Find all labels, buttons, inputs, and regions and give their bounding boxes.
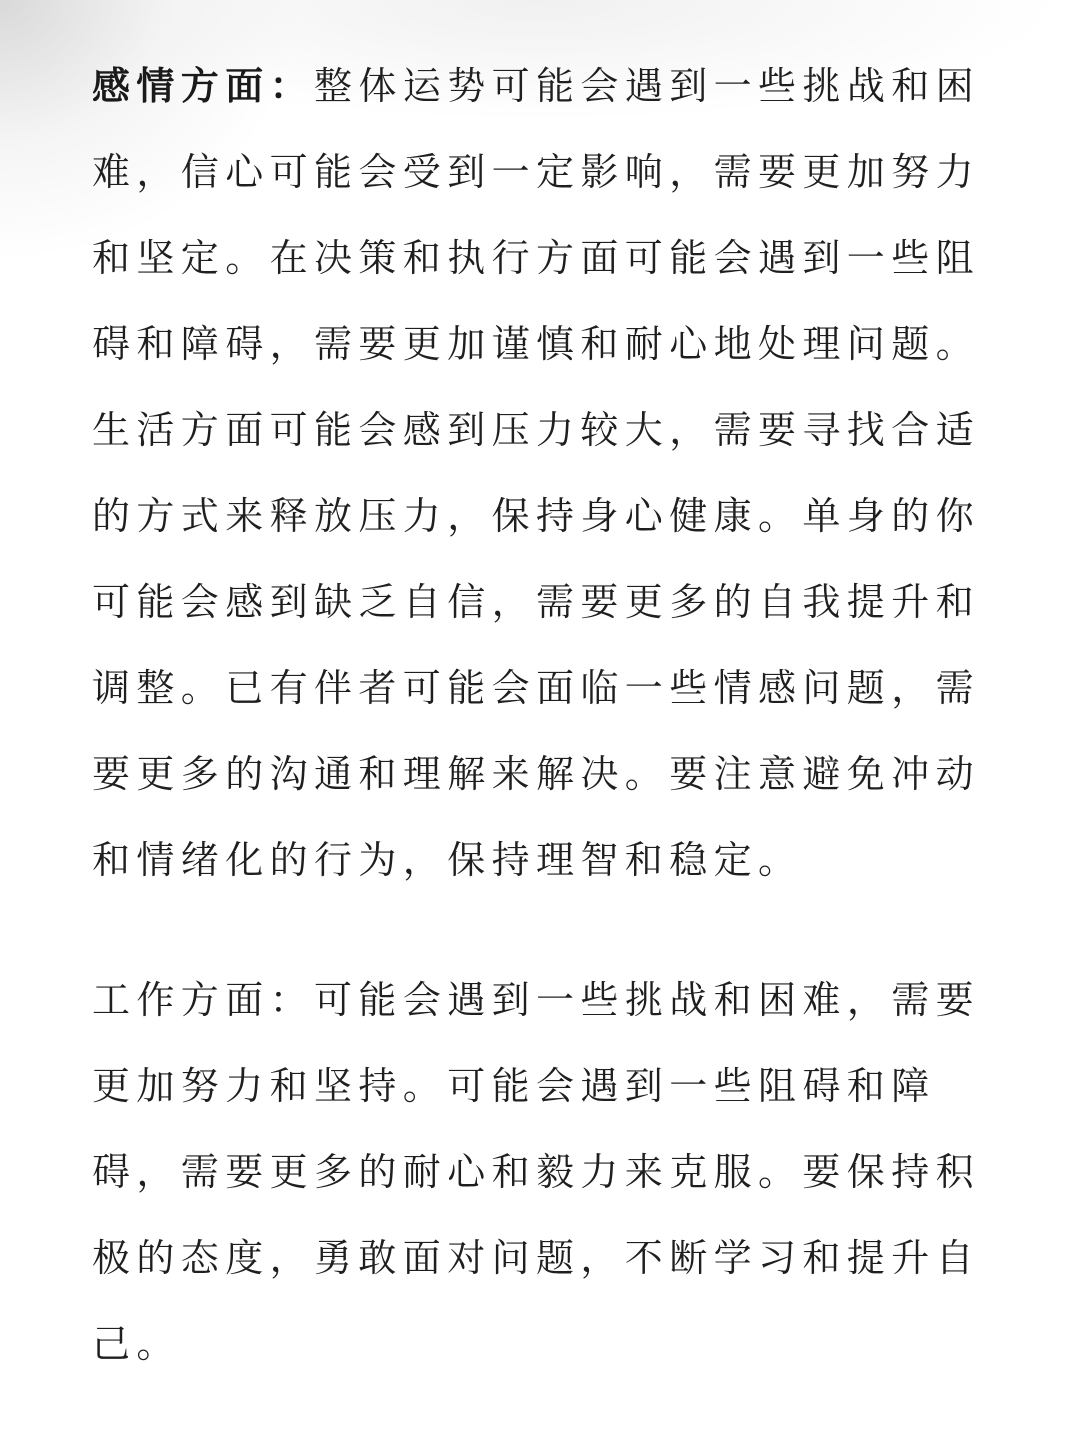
work-heading: 工作方面： xyxy=(92,978,315,1022)
work-text: 可能会遇到一些挑战和困难，需要更加努力和坚持。可能会遇到一些阻碍和障碍，需要更多的耐心和毅力来克服。要保持积极的态度，勇敢面对问题，不断学习和提升自己。 xyxy=(92,978,981,1366)
article-body xyxy=(92,43,992,1387)
emotion-paragraph xyxy=(92,43,992,903)
emotion-heading: 感情方面： xyxy=(92,64,315,108)
work-paragraph xyxy=(92,957,992,1387)
emotion-text: 整体运势可能会遇到一些挑战和困难，信心可能会受到一定影响，需要更加努力和坚定。在决策和执行方面可能会遇到一些阻碍和障碍，需要更加谨慎和耐心地处理问题。生活方面可能会感到压力较大，需要寻找合适的方式来释放压力，保持身心健康。单身的你可能会感到缺乏自信，需要更多的自我提升和调整。已有伴者可能会面临一些情感问题，需要更多的沟通和理解来解决。要注意避免冲动和情绪化的行为，保持理智和稳定。 xyxy=(92,64,981,882)
